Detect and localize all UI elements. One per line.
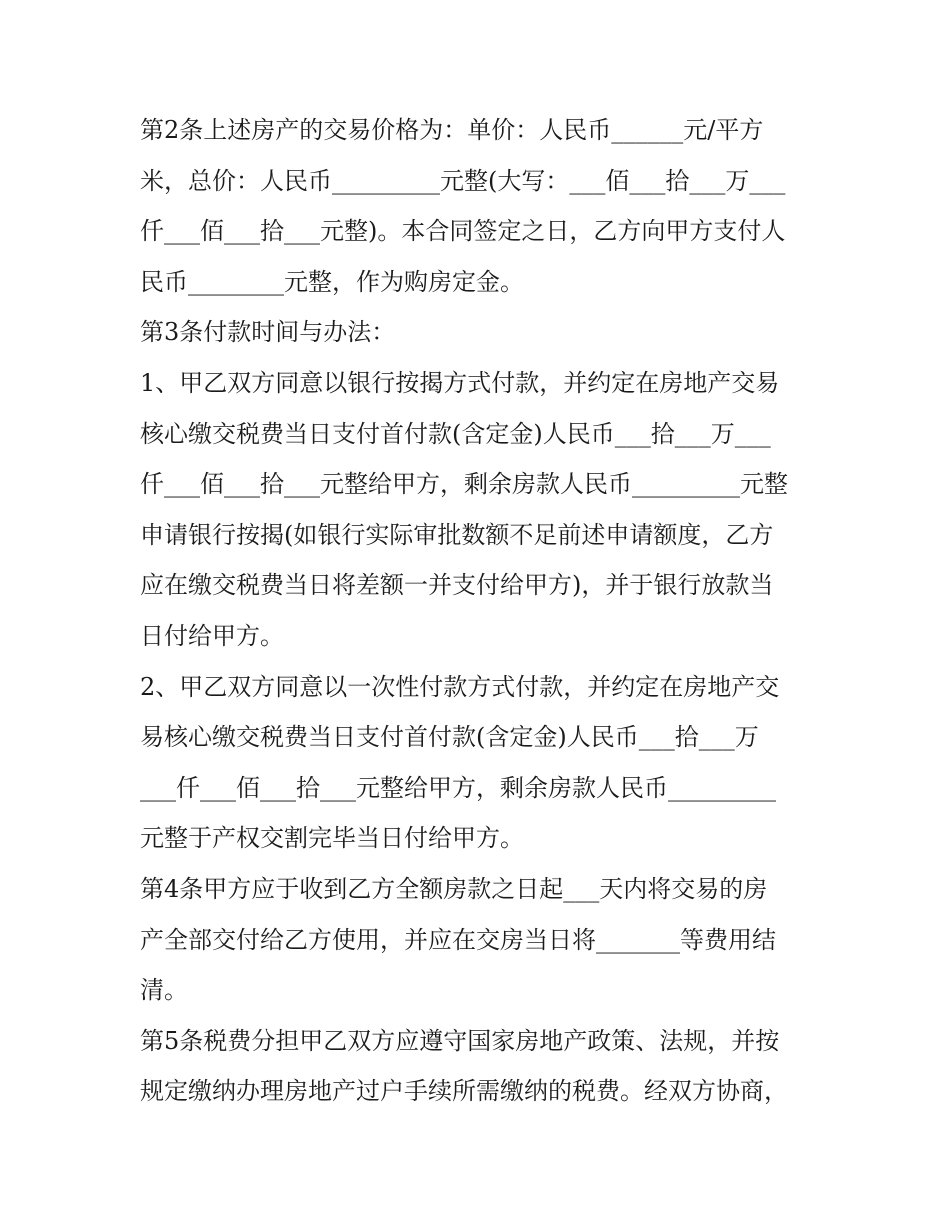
text-line: 元整于产权交割完毕当日付给甲方。 — [140, 824, 524, 853]
clause-3-heading — [140, 307, 820, 358]
text-line: 1、甲乙双方同意以银行按揭方式付款，并约定在房地产交易 — [140, 368, 780, 397]
text-line: 2、甲乙双方同意以一次性付款方式付款，并约定在房地产交 — [140, 672, 780, 701]
text-line: 清。 — [140, 976, 188, 1005]
text-line: 日付给甲方。 — [140, 621, 284, 650]
clause-3-item-2 — [140, 662, 820, 864]
text-line: 规定缴纳办理房地产过户手续所需缴纳的税费。经双方协商， — [140, 1077, 788, 1106]
text-line: 易核心缴交税费当日支付首付款(含定金)人民币___拾___万 — [140, 723, 759, 752]
text-line: 核心缴交税费当日支付首付款(含定金)人民币___拾___万___ — [140, 419, 771, 448]
document-body — [140, 105, 820, 1117]
clause-3-item-1 — [140, 358, 820, 662]
text-line: 民币________元整，作为购房定金。 — [140, 267, 524, 296]
text-line: 应在缴交税费当日将差额一并支付给甲方)，并于银行放款当 — [140, 571, 774, 600]
text-line: 第3条付款时间与办法： — [140, 318, 396, 347]
text-line: 仟___佰___拾___元整给甲方，剩余房款人民币_________元整 — [140, 470, 788, 499]
text-line: 第2条上述房产的交易价格为：单价：人民币______元/平方 — [140, 116, 764, 144]
text-line: 申请银行按揭(如银行实际审批数额不足前述申请额度，乙方 — [140, 520, 774, 549]
text-line: 米，总价：人民币_________元整(大写：___佰___拾___万___ — [140, 166, 786, 195]
text-line: 第4条甲方应于收到乙方全额房款之日起___天内将交易的房 — [140, 874, 768, 903]
clause-5-taxes — [140, 1016, 820, 1117]
text-line: 第5条税费分担甲乙双方应遵守国家房地产政策、法规，并按 — [140, 1026, 780, 1055]
text-line: 仟___佰___拾___元整)。本合同签定之日，乙方向甲方支付人 — [140, 217, 786, 246]
clause-2-price — [140, 105, 820, 307]
text-line: ___仟___佰___拾___元整给甲方，剩余房款人民币_________ — [140, 773, 776, 802]
text-line: 产全部交付给乙方使用，并应在交房当日将_______等费用结 — [140, 925, 776, 954]
clause-4-delivery — [140, 864, 820, 1016]
